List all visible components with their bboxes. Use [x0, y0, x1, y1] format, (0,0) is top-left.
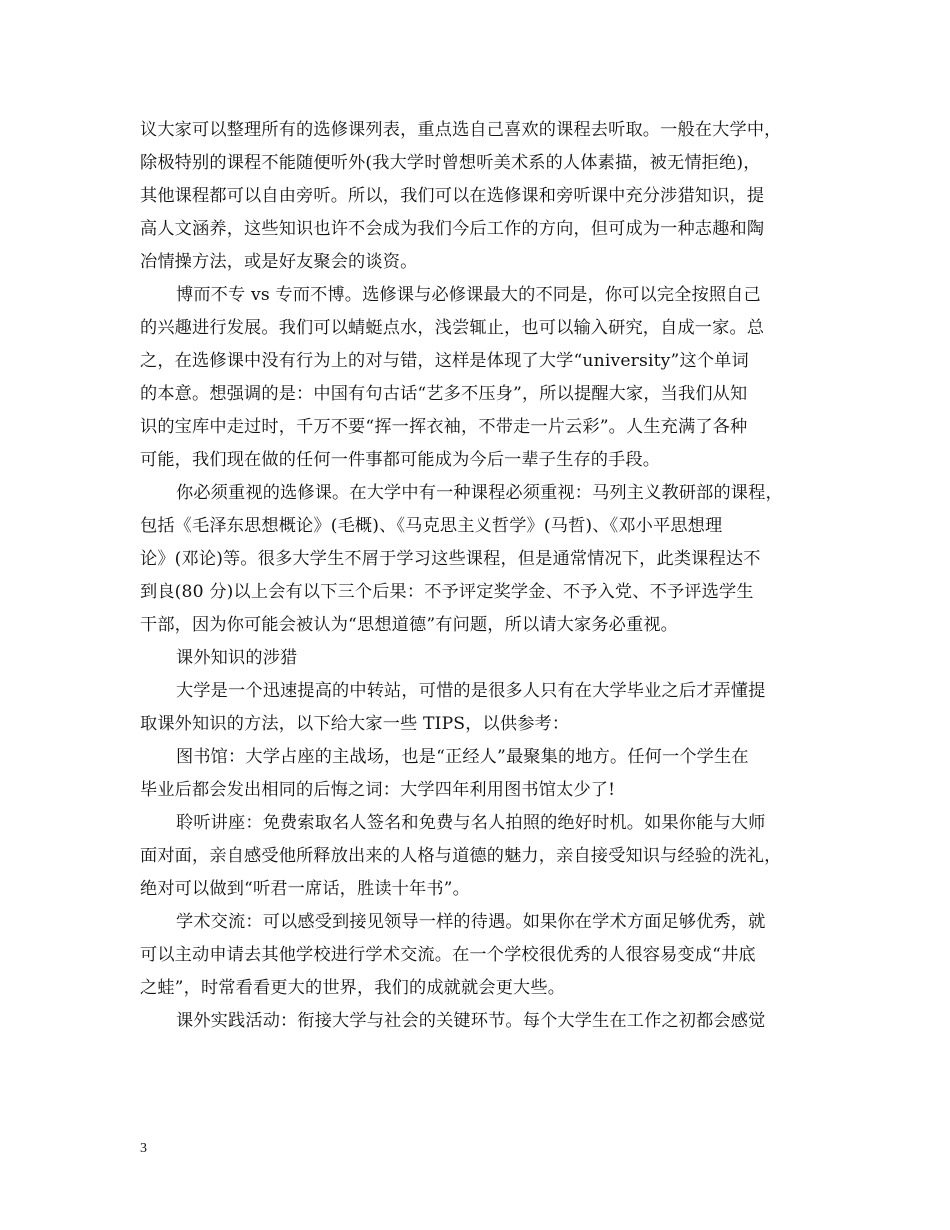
text-line: 绝对可以做到“听君一席话，胜读十年书”。	[140, 879, 470, 899]
text-line: 可能，我们现在做的任何一件事都可能成为今后一辈子生存的手段。	[140, 450, 661, 470]
text-line: 的本意。想强调的是：中国有句古话“艺多不压身”，所以提醒大家，当我们从知	[140, 384, 748, 404]
text-line: 识的宝库中走过时，千万不要“挥一挥衣袖，不带走一片云彩”。人生充满了各种	[140, 417, 748, 437]
page-number: 3	[140, 1141, 147, 1156]
text-line: 取课外知识的方法，以下给大家一些 TIPS，以供参考：	[140, 714, 570, 734]
text-line: 包括《毛泽东思想概论》(毛概)、《马克思主义哲学》(马哲)、《邓小平思想理	[140, 516, 723, 536]
text-line: 之，在选修课中没有行为上的对与错，这样是体现了大学“university”这个单词	[140, 351, 749, 371]
text-line: 议大家可以整理所有的选修课列表，重点选自己喜欢的课程去听取。一般在大学中，	[140, 120, 782, 140]
text-line-paragraph-start: 你必须重视的选修课。在大学中有一种课程必须重视：马列主义教研部的课程，	[176, 483, 783, 503]
text-line: 面对面，亲自感受他所释放出来的人格与道德的魅力，亲自接受知识与经验的洗礼，	[140, 846, 782, 866]
text-line: 之蛙”，时常看看更大的世界，我们的成就就会更大些。	[140, 978, 566, 998]
text-line: 其他课程都可以自由旁听。所以，我们可以在选修课和旁听课中充分涉猎知识，提	[140, 186, 765, 206]
body-text	[140, 114, 816, 1038]
text-line-paragraph-start: 学术交流：可以感受到接见领导一样的待遇。如果你在学术方面足够优秀，就	[176, 912, 766, 932]
text-line: 到良(80 分)以上会有以下三个后果：不予评定奖学金、不予入党、不予评选学生	[140, 582, 754, 602]
text-line-paragraph-start: 聆听讲座：免费索取名人签名和免费与名人拍照的绝好时机。如果你能与大师	[176, 813, 766, 833]
text-line: 冶情操方法，或是好友聚会的谈资。	[140, 252, 418, 272]
text-line: 的兴趣进行发展。我们可以蜻蜓点水，浅尝辄止，也可以输入研究，自成一家。总	[140, 318, 765, 338]
text-line: 毕业后都会发出相同的后悔之词：大学四年利用图书馆太少了!	[140, 780, 616, 800]
text-line-paragraph-start: 大学是一个迅速提高的中转站，可惜的是很多人只有在大学毕业之后才弄懂提	[176, 681, 766, 701]
text-line: 除极特别的课程不能随便听外(我大学时曾想听美术系的人体素描，被无情拒绝)，	[140, 153, 761, 173]
text-line: 干部，因为你可能会被认为“思想道德”有问题，所以请大家务必重视。	[140, 615, 679, 635]
text-line: 高人文涵养，这些知识也许不会成为我们今后工作的方向，但可成为一种志趣和陶	[140, 219, 765, 239]
text-line-paragraph-start: 博而不专 vs 专而不博。选修课与必修课最大的不同是，你可以完全按照自己	[176, 285, 761, 305]
text-line-paragraph-start: 课外实践活动：衔接大学与社会的关键环节。每个大学生在工作之初都会感觉	[176, 1011, 766, 1031]
section-heading: 课外知识的涉猎	[176, 648, 298, 668]
text-line-paragraph-start: 图书馆：大学占座的主战场，也是“正经人”最聚集的地方。任何一个学生在	[176, 747, 749, 767]
text-line: 可以主动申请去其他学校进行学术交流。在一个学校很优秀的人很容易变成“井底	[140, 945, 756, 965]
text-line: 论》(邓论)等。很多大学生不屑于学习这些课程，但是通常情况下，此类课程达不	[140, 549, 761, 569]
